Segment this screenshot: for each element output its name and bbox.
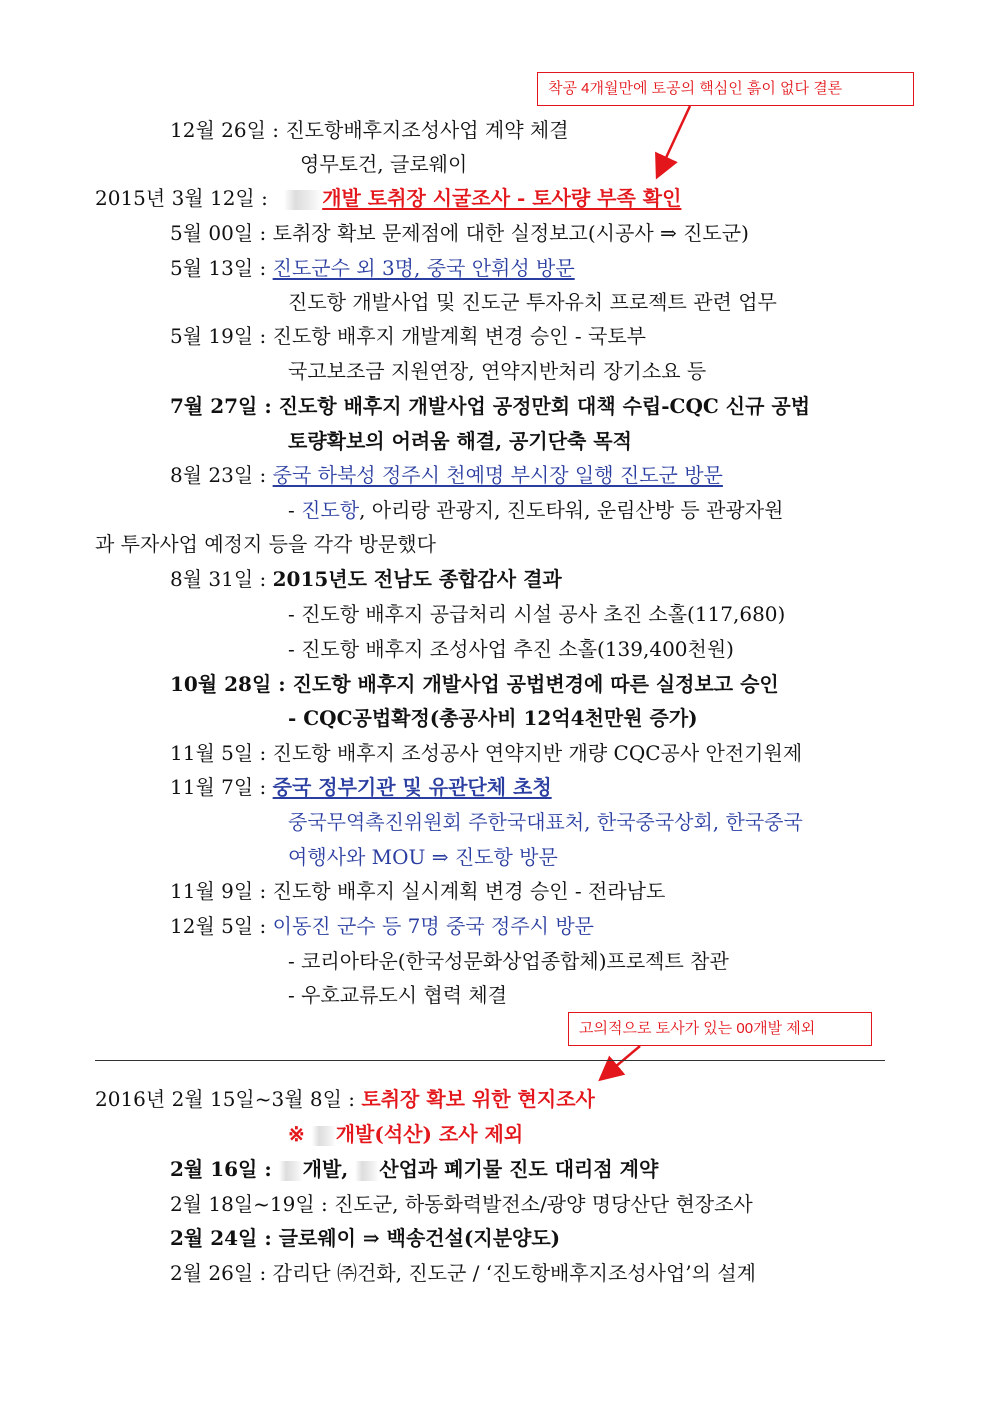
- entry-detail: - 진도항 배후지 공급처리 시설 공사 초진 소홀(117,680): [288, 602, 786, 626]
- entry-detail: 중국무역촉진위원회 주한국대표처, 한국중국상회, 한국중국: [288, 810, 803, 834]
- entry-2015-03-12: [95, 184, 681, 212]
- entry-detail: 과 투자사업 예정지 등을 각각 방문했다: [95, 532, 436, 556]
- entry-2015-11-05: 11월 5일 : 진도항 배후지 조성공사 연약지반 개량 CQC공사 안전기원제: [170, 741, 803, 765]
- arrow-top: [658, 106, 690, 175]
- entry-2016-02-26: 2월 26일 : 감리단 ㈜건화, 진도군 / ‘진도항배후지조성사업’의 설계: [170, 1261, 756, 1285]
- entry-detail: - 코리아타운(한국성문화상업종합체)프로젝트 참관: [288, 949, 729, 973]
- entry-2014-12-26: [170, 116, 569, 144]
- entry-date: 12월 26일 :: [170, 118, 279, 142]
- entry-2016-02-24: 2월 24일 : 글로웨이 ⇒ 백송건설(지분양도): [170, 1226, 561, 1250]
- callout-top: 착공 4개월만에 토공의 핵심인 흙이 없다 결론: [537, 72, 914, 106]
- entry-note: ※ 개발(석산) 조사 제외: [288, 1122, 524, 1146]
- redacted-mark: [284, 190, 322, 210]
- entry-2016-02-15: 2016년 2월 15일~3월 8일 : 토취장 확보 위한 현지조사: [95, 1087, 595, 1111]
- entry-2015-11-09: 11월 9일 : 진도항 배후지 실시계획 변경 승인 - 전라남도: [170, 879, 666, 903]
- section-divider: [95, 1060, 885, 1061]
- entry-link: 중국 하북성 정주시 천예명 부시장 일행 진도군 방문: [272, 463, 723, 487]
- entry-2016-02-16: 2월 16일 : 개발, 산업과 폐기물 진도 대리점 계약: [170, 1157, 659, 1181]
- entry-2015-05-00: 5월 00일 : 토취장 확보 문제점에 대한 실정보고(시공사 ⇒ 진도군): [170, 221, 749, 245]
- entry-link: 중국 정부기관 및 유관단체 초청: [272, 775, 552, 799]
- redacted-mark: [355, 1161, 379, 1181]
- entry-detail: 여행사와 MOU ⇒ 진도항 방문: [288, 845, 558, 869]
- entry-2015-11-07: 11월 7일 : 중국 정부기관 및 유관단체 초청: [170, 775, 552, 799]
- entry-text: 진도항배후지조성사업 계약 체결: [285, 118, 569, 142]
- entry-2016-02-18: 2월 18일~19일 : 진도군, 하동화력발전소/광양 명당산단 현장조사: [170, 1192, 753, 1216]
- entry-text-highlight: 개발 토취장 시굴조사 - 토사량 부족 확인: [284, 186, 681, 210]
- entry-2015-08-23: 8월 23일 : 중국 하북성 정주시 천예명 부시장 일행 진도군 방문: [170, 463, 723, 487]
- entry-2015-07-27: 7월 27일 : 진도항 배후지 개발사업 공정만회 대책 수립-CQC 신규 공법: [170, 394, 811, 418]
- callout-middle: 고의적으로 토사가 있는 00개발 제외: [568, 1012, 872, 1046]
- entry-detail: 영무토건, 글로웨이: [300, 152, 468, 176]
- entry-2015-10-28: 10월 28일 : 진도항 배후지 개발사업 공법변경에 따른 실정보고 승인: [170, 672, 779, 696]
- entry-detail: - CQC공법확정(총공사비 12억4천만원 증가): [288, 706, 698, 730]
- entry-detail: 국고보조금 지원연장, 연약지반처리 장기소요 등: [288, 359, 707, 383]
- arrow-middle: [602, 1046, 640, 1078]
- entry-2015-05-19: 5월 19일 : 진도항 배후지 개발계획 변경 승인 - 국토부: [170, 324, 646, 348]
- entry-date: 2015년 3월 12일 :: [95, 186, 268, 210]
- redacted-mark: [279, 1161, 303, 1181]
- entry-detail: - 진도항 배후지 조성사업 추진 소홀(139,400천원): [288, 637, 734, 661]
- entry-detail: - 진도항, 아리랑 관광지, 진도타워, 운림산방 등 관광자원: [288, 498, 784, 522]
- entry-detail: 진도항 개발사업 및 진도군 투자유치 프로젝트 관련 업무: [288, 290, 777, 314]
- entry-link: 진도군수 외 3명, 중국 안휘성 방문: [272, 256, 575, 280]
- entry-2015-12-05: 12월 5일 : 이동진 군수 등 7명 중국 정주시 방문: [170, 914, 594, 938]
- entry-detail: - 우호교류도시 협력 체결: [288, 983, 508, 1007]
- entry-2015-05-13: 5월 13일 : 진도군수 외 3명, 중국 안휘성 방문: [170, 256, 575, 280]
- entry-2015-08-31: 8월 31일 : 2015년도 전남도 종합감사 결과: [170, 567, 562, 591]
- redacted-mark: [312, 1126, 336, 1146]
- entry-detail: 토량확보의 어려움 해결, 공기단축 목적: [288, 429, 632, 453]
